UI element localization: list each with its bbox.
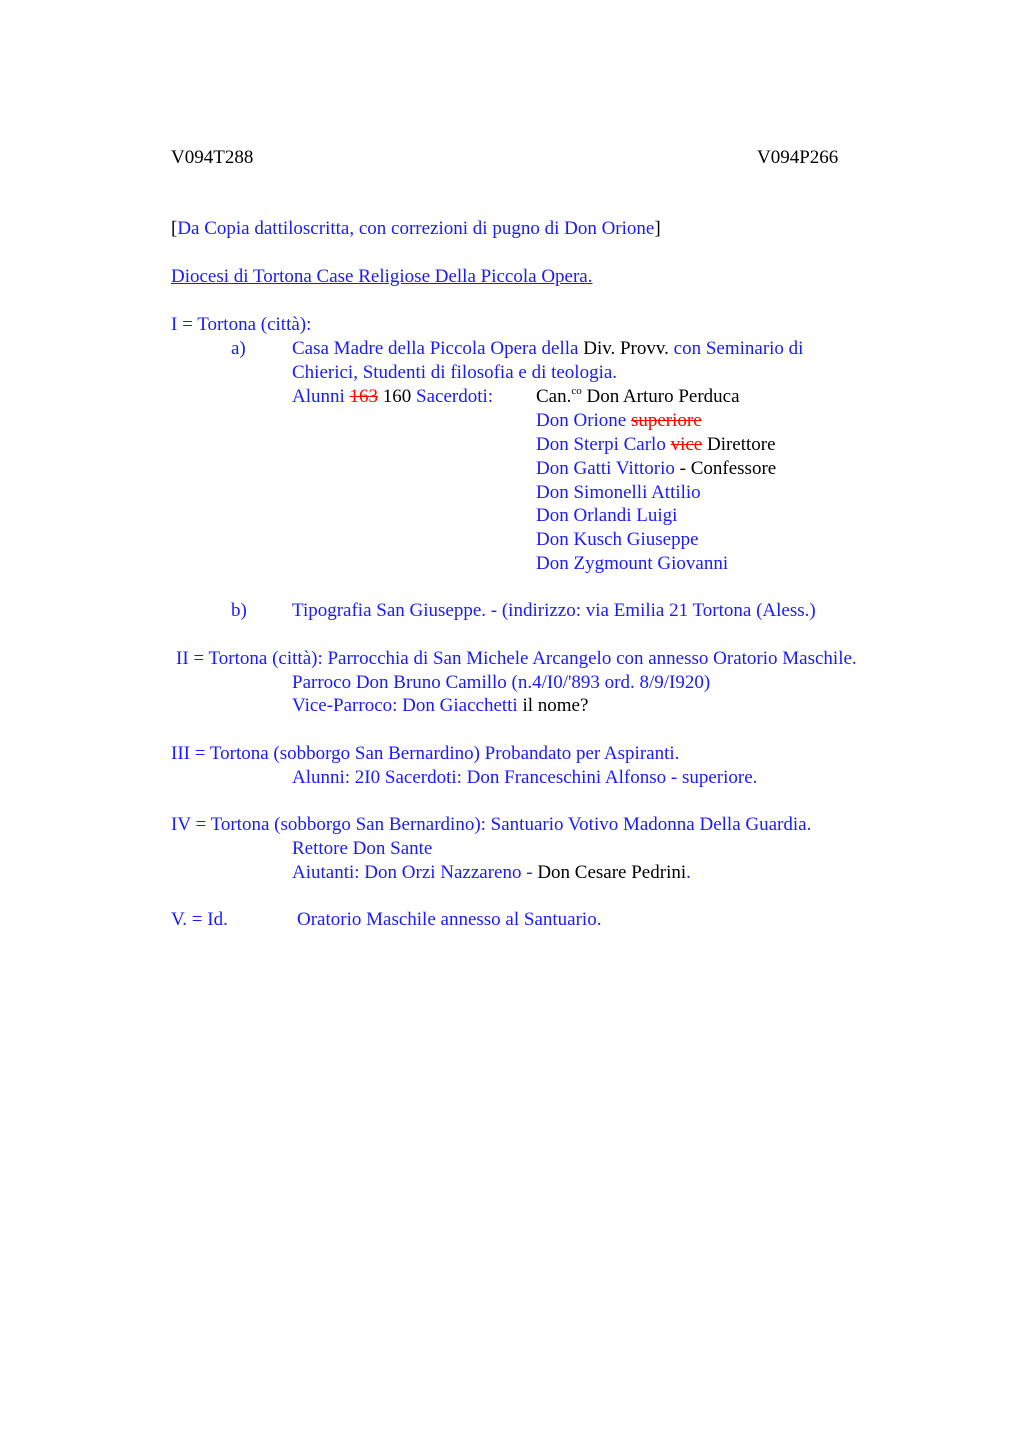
document-code-left: V094T288 bbox=[171, 147, 254, 168]
section-5-heading: V. = Id. bbox=[171, 909, 228, 930]
section-1-a-line1 bbox=[292, 337, 803, 361]
priest-2 bbox=[536, 409, 702, 433]
section-1-a-marker: a) bbox=[231, 338, 246, 359]
section-1-b-text: Tipografia San Giuseppe. - (indirizzo: via Emilia 21 Tortona (Aless.) bbox=[292, 600, 816, 621]
priest-1-title-superscript: co bbox=[571, 385, 582, 397]
priest-2-struck-role: superiore bbox=[630, 410, 702, 431]
source-note bbox=[171, 217, 661, 241]
a-line1-part1: Casa Madre della Piccola Opera della bbox=[292, 338, 579, 359]
note-close-bracket: ] bbox=[654, 218, 661, 239]
priest-3 bbox=[536, 433, 776, 457]
priest-3-role: Direttore bbox=[702, 434, 776, 455]
section-5-text: Oratorio Maschile annesso al Santuario. bbox=[297, 909, 602, 930]
document-title: Diocesi di Tortona Case Religiose Della Piccola Opera. bbox=[171, 266, 593, 287]
aiutanti-end: . bbox=[686, 862, 691, 883]
priest-2-name: Don Orione bbox=[536, 410, 631, 431]
priest-1 bbox=[536, 385, 740, 409]
priest-1-name: Don Arturo Perduca bbox=[581, 386, 740, 407]
priest-3-struck-word: vice bbox=[670, 434, 703, 455]
priest-3-name: Don Sterpi Carlo bbox=[536, 434, 671, 455]
alunni-struck-number: 163 bbox=[349, 386, 379, 407]
section-1-b-marker: b) bbox=[231, 600, 247, 621]
section-2-parroco: Parroco Don Bruno Camillo (n.4/I0/'893 ord. 8/9/I920) bbox=[292, 672, 711, 693]
alunni-line bbox=[292, 385, 493, 409]
note-text: Da Copia dattiloscritta, con correzioni di pugno di Don Orione bbox=[177, 218, 655, 239]
priest-7: Don Kusch Giuseppe bbox=[536, 529, 699, 550]
section-1-heading: I = Tortona (città): bbox=[171, 314, 312, 335]
note-open-bracket: [ bbox=[171, 218, 178, 239]
section-4-rettore: Rettore Don Sante bbox=[292, 838, 433, 859]
priest-4 bbox=[536, 457, 776, 481]
aiutanti-label: Aiutanti: Don Orzi Nazzareno - bbox=[292, 862, 533, 883]
aiutanti-extra: Don Cesare Pedrini bbox=[532, 862, 687, 883]
section-2-vice bbox=[292, 694, 588, 718]
a-line1-part2: Div. Provv. bbox=[578, 338, 669, 359]
priest-4-name: Don Gatti Vittorio bbox=[536, 458, 675, 479]
section-4-heading: IV = Tortona (sobborgo San Bernardino): Santuario Votivo Madonna Della Guardia. bbox=[171, 814, 812, 835]
section-3-heading: III = Tortona (sobborgo San Bernardino) Probandato per Aspiranti. bbox=[171, 743, 680, 764]
alunni-label: Alunni bbox=[292, 386, 350, 407]
vice-parroco-note: il nome? bbox=[517, 695, 589, 716]
priest-8: Don Zygmount Giovanni bbox=[536, 553, 729, 574]
section-4-aiutanti bbox=[292, 861, 691, 885]
sacerdoti-label: Sacerdoti: bbox=[411, 386, 494, 407]
priest-6: Don Orlandi Luigi bbox=[536, 505, 678, 526]
section-2-heading: II = Tortona (città): Parrocchia di San Michele Arcangelo con annesso Oratorio Maschile. bbox=[176, 648, 857, 669]
priest-5: Don Simonelli Attilio bbox=[536, 482, 701, 503]
document-code-right: V094P266 bbox=[757, 147, 839, 168]
priest-4-role: - Confessore bbox=[674, 458, 777, 479]
section-3-detail: Alunni: 2I0 Sacerdoti: Don Franceschini Alfonso - superiore. bbox=[292, 767, 758, 788]
a-line1-part3: con Seminario di bbox=[668, 338, 804, 359]
priest-1-title: Can. bbox=[536, 386, 572, 407]
section-1-a-line2: Chierici, Studenti di filosofia e di teologia. bbox=[292, 362, 618, 383]
vice-parroco-label: Vice-Parroco: Don Giacchetti bbox=[292, 695, 518, 716]
alunni-number: 160 bbox=[378, 386, 412, 407]
